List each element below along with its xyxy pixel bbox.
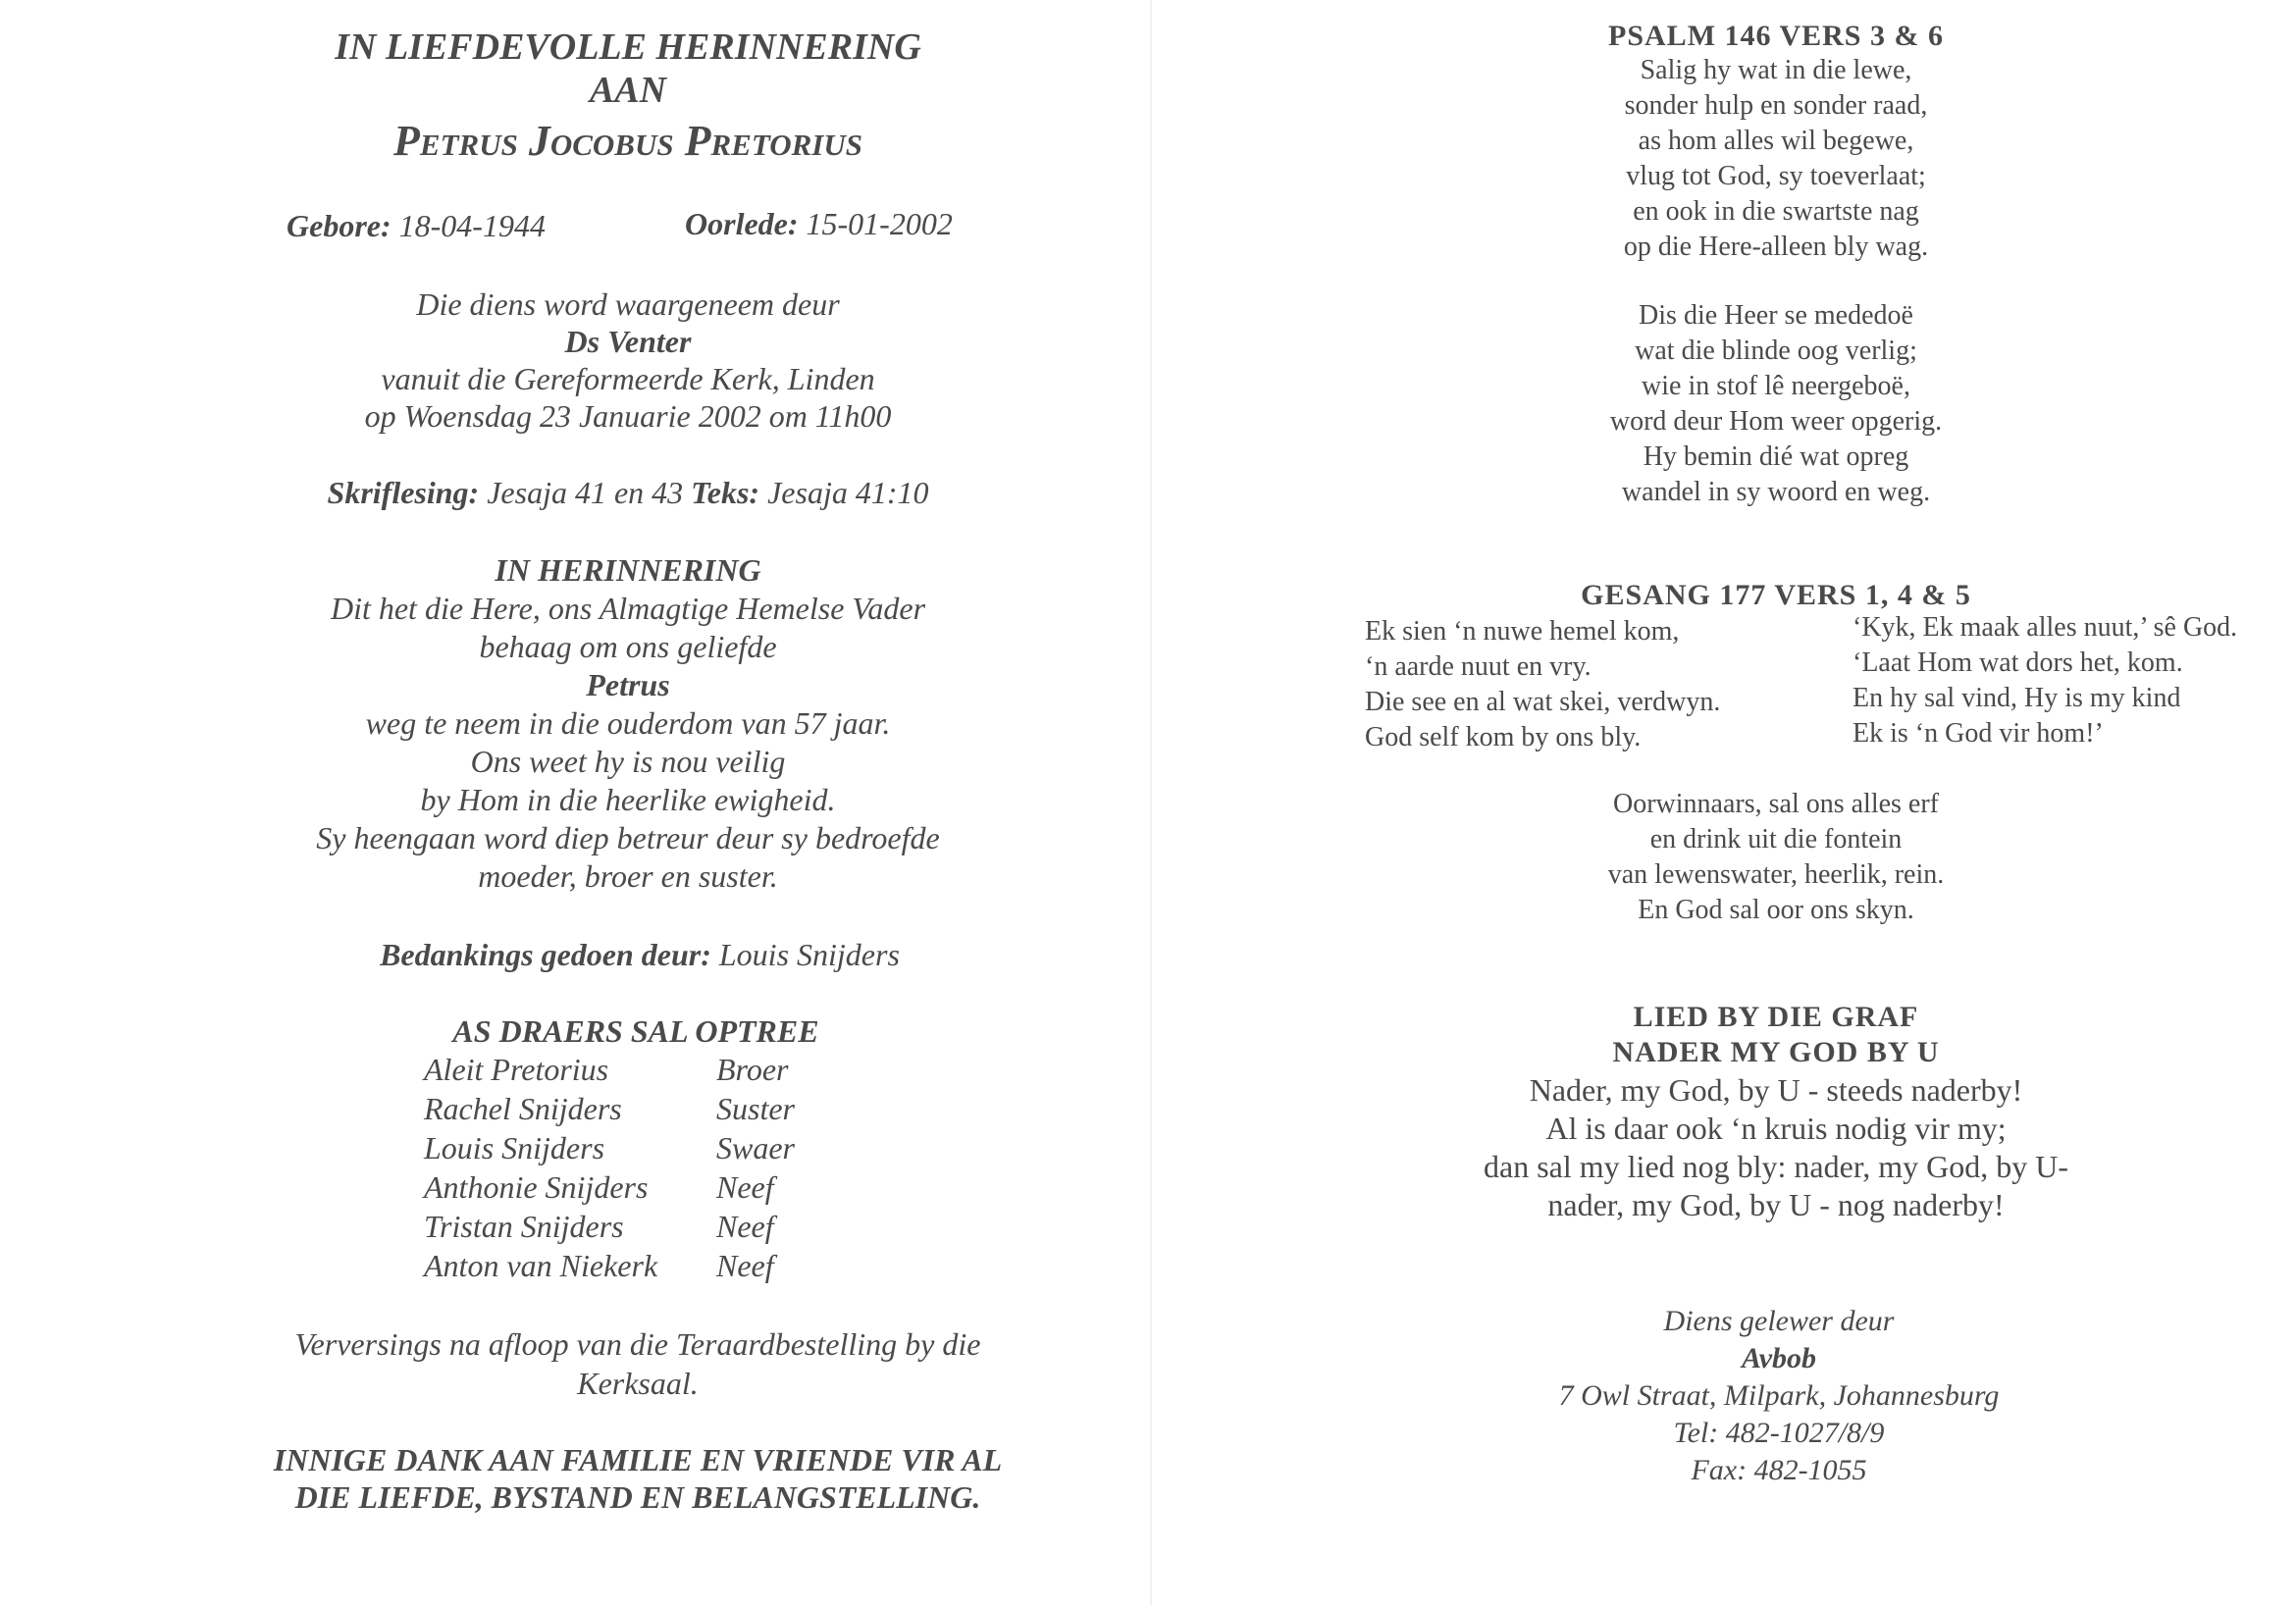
service-line-3: vanuit die Gereformeerde Kerk, Linden [381, 361, 875, 396]
memory-heading: IN HERINNERING [495, 552, 761, 588]
psalm-heading: PSALM 146 VERS 3 & 6 [1608, 20, 1944, 52]
service-by-label: Diens gelewer deur [1663, 1305, 1895, 1337]
psalm-line: wie in stof lê neergeboë, [1642, 371, 1910, 401]
psalm-line: word deur Hom weer opgerig. [1609, 406, 1943, 437]
reading-label: Skriflesing: [327, 475, 480, 510]
psalm-line: en ook in die swartste nag [1633, 196, 1919, 227]
company-address: 7 Owl Straat, Milpark, Johannesburg [1558, 1379, 2000, 1412]
closing-line-2: DIE LIEFDE, BYSTAND EN BELANGSTELLING. [294, 1479, 981, 1515]
memory-line: moeder, broer en suster. [478, 858, 778, 894]
gesang-line: en drink uit die fontein [1649, 824, 1903, 854]
gesang-col2-line: En hy sal vind, Hy is my kind [1852, 683, 2181, 713]
gesang-col1-line: Die see en al wat skei, verdwyn. [1365, 687, 1721, 717]
closing-line-1: INNIGE DANK AAN FAMILIE EN VRIENDE VIR AL [273, 1442, 1003, 1477]
text-label: Teks: [691, 475, 760, 510]
gesang-col2-line: ‘Laat Hom wat dors het, kom. [1852, 647, 2183, 678]
thanks-value: Louis Snijders [718, 937, 900, 972]
text-value: Jesaja 41:10 [767, 475, 929, 510]
thanks-label: Bedankings gedoen deur: [380, 937, 711, 972]
grave-line: Nader, my God, by U - steeds naderby! [1529, 1072, 2023, 1108]
psalm-line: vlug tot God, sy toeverlaat; [1626, 161, 1926, 191]
psalm-line: sonder hulp en sonder raad, [1624, 90, 1928, 121]
memory-line: weg te neem in die ouderdom van 57 jaar. [365, 705, 891, 741]
bearer-relation: Neef [716, 1248, 774, 1283]
gesang-heading: GESANG 177 VERS 1, 4 & 5 [1581, 579, 1971, 611]
memory-line: by Hom in die heerlike ewigheid. [420, 782, 836, 817]
birth-info [287, 208, 546, 244]
memory-line-name: Petrus [586, 667, 670, 702]
grave-line: nader, my God, by U - nog naderby! [1547, 1187, 2005, 1222]
gesang-col1-line: Ek sien ‘n nuwe hemel kom, [1365, 616, 1680, 647]
company-fax: Fax: 482-1055 [1691, 1454, 1867, 1486]
psalm-line: Hy bemin dié wat opreg [1643, 441, 1909, 472]
gesang-col1-line: ‘n aarde nuut en vry. [1365, 651, 1592, 682]
deceased-name: Petrus Jocobus Pretorius [393, 117, 862, 165]
refreshments-line-1: Verversings na afloop van die Teraardbestelling by die [294, 1326, 981, 1362]
bearer-name: Rachel Snijders [424, 1091, 622, 1126]
grave-line: Al is daar ook ‘n kruis nodig vir my; [1545, 1111, 2007, 1146]
psalm-line: as hom alles wil begewe, [1638, 126, 1914, 156]
bearer-relation: Broer [716, 1052, 789, 1087]
grave-line: dan sal my lied nog bly: nader, my God, by U- [1484, 1149, 2068, 1184]
bearer-name: Anton van Niekerk [424, 1248, 658, 1283]
psalm-line: Dis die Heer se mededoë [1639, 300, 1913, 331]
bearer-name: Anthonie Snijders [424, 1169, 649, 1205]
bearer-name: Louis Snijders [424, 1130, 605, 1165]
bearer-relation: Neef [716, 1169, 774, 1205]
company-tel: Tel: 482-1027/8/9 [1673, 1417, 1885, 1449]
born-label: Gebore: [287, 208, 391, 243]
died-date: 15-01-2002 [806, 206, 953, 241]
service-line-1: Die diens word waargeneem deur [416, 286, 840, 322]
memory-line: Ons weet hy is nou veilig [470, 744, 786, 779]
grave-heading-1: LIED BY DIE GRAF [1633, 1001, 1919, 1033]
memorial-heading: IN LIEFDEVOLLE HERINNERING [335, 26, 921, 68]
died-label: Oorlede: [685, 206, 799, 241]
bearer-relation: Suster [716, 1091, 795, 1126]
memorial-heading-aan: AAN [589, 70, 667, 111]
scripture-reading [328, 475, 929, 511]
thanks-line [380, 937, 900, 973]
memory-line: Dit het die Here, ons Almagtige Hemelse Vader [330, 591, 926, 626]
gesang-col1-line: God self kom by ons bly. [1365, 722, 1642, 752]
gesang-line: Oorwinnaars, sal ons alles erf [1612, 789, 1940, 819]
bearers-heading: AS DRAERS SAL OPTREE [452, 1013, 819, 1049]
psalm-line: op die Here-alleen bly wag. [1623, 232, 1929, 262]
death-info [685, 206, 953, 242]
memory-line: Sy heengaan word diep betreur deur sy bedroefde [316, 820, 940, 855]
company-name: Avbob [1741, 1342, 1817, 1374]
bearer-name: Tristan Snijders [424, 1209, 624, 1244]
psalm-line: wandel in sy woord en weg. [1621, 477, 1931, 507]
grave-heading-2: NADER MY GOD BY U [1612, 1036, 1940, 1068]
gesang-line: En God sal oor ons skyn. [1638, 895, 1914, 925]
psalm-line: wat die blinde oog verlig; [1635, 336, 1917, 366]
gesang-col2-line: Ek is ‘n God vir hom!’ [1852, 718, 2104, 749]
reading-value: Jesaja 41 en 43 [487, 475, 684, 510]
minister-name: Ds Venter [564, 324, 692, 359]
bearer-name: Aleit Pretorius [424, 1052, 609, 1087]
born-date: 18-04-1944 [398, 208, 546, 243]
service-line-4: op Woensdag 23 Januarie 2002 om 11h00 [364, 398, 892, 434]
memory-line: behaag om ons geliefde [479, 629, 777, 664]
psalm-line: Salig hy wat in die lewe, [1640, 55, 1912, 85]
gesang-col2-line: ‘Kyk, Ek maak alles nuut,’ sê God. [1852, 612, 2238, 643]
refreshments-line-2: Kerksaal. [577, 1366, 699, 1401]
gesang-line: van lewenswater, heerlik, rein. [1607, 859, 1945, 890]
bearer-relation: Swaer [716, 1130, 795, 1165]
right-page [1148, 0, 2296, 1605]
bearer-relation: Neef [716, 1209, 774, 1244]
